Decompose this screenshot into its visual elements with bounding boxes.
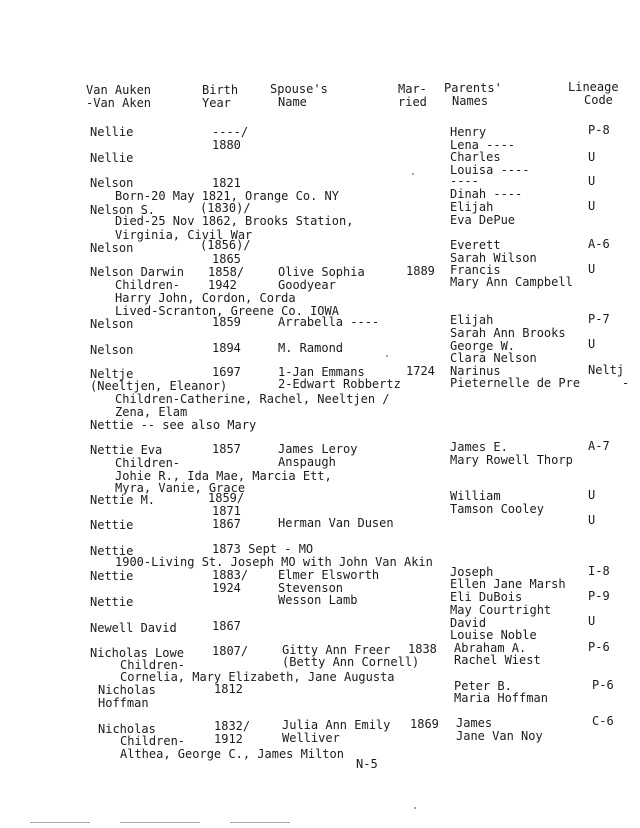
record-text: Dinah ----	[450, 187, 523, 201]
record-text: U	[588, 513, 596, 527]
record-text: 1812	[214, 682, 243, 696]
record-text: (Neeltjen, Eleanor)	[90, 379, 228, 393]
record-text: Wesson Lamb	[278, 593, 358, 607]
record-text: Jane Van Noy	[456, 729, 543, 743]
record-text: Nettie Eva	[90, 443, 163, 457]
record-text: Born-20 May 1821, Orange Co. NY	[115, 189, 339, 203]
record-text: Nelson Darwin	[90, 265, 184, 279]
record-text: Nelson	[90, 241, 134, 255]
record-text: Eva DePue	[450, 213, 516, 227]
record-text: Mary Ann Campbell	[450, 275, 573, 289]
record-text: 1832/	[214, 719, 251, 733]
record-text: P-9	[588, 589, 610, 603]
record-text: Nelson	[90, 343, 134, 357]
record-text: Neltje	[90, 367, 134, 381]
record-text: Maria Hoffman	[454, 691, 548, 705]
record-text: Sarah Wilson	[450, 251, 537, 265]
record-text: Elmer Elsworth	[278, 568, 380, 582]
header-surname-variant: -Van Aken	[86, 96, 152, 110]
record-text: 1873 Sept - MO	[212, 542, 314, 556]
record-text: A-6	[588, 237, 610, 251]
record-text: 1883/	[212, 568, 249, 582]
record-text: ----	[450, 174, 479, 188]
record-text: Nicholas Lowe	[90, 646, 184, 660]
record-text: (1856)/	[200, 238, 251, 252]
record-text: P-6	[592, 678, 614, 692]
page-number: N-5	[356, 757, 378, 771]
header-lineage: Lineage	[568, 80, 619, 94]
record-text: Clara Nelson	[450, 351, 537, 365]
record-text: Henry	[450, 125, 487, 139]
scan-edge-line	[30, 822, 90, 823]
record-text: Cornelia, Mary Elizabeth, Jane Augusta	[120, 670, 395, 684]
record-text: Harry John, Cordon, Corda	[115, 291, 296, 305]
record-text: Children-	[120, 734, 186, 748]
record-text: Rachel Wiest	[454, 653, 541, 667]
record-text: Peter B.	[454, 679, 512, 693]
record-text: ----/	[212, 125, 249, 139]
record-text: Mary Rowell Thorp	[450, 453, 573, 467]
scan-speck	[414, 807, 416, 809]
record-text: I-8	[588, 564, 610, 578]
record-text: 1869	[410, 717, 439, 731]
record-text: 1857	[212, 442, 241, 456]
record-text: Welliver	[282, 731, 340, 745]
scan-edge-line	[120, 822, 200, 823]
record-text: May Courtright	[450, 603, 552, 617]
record-text: U	[588, 174, 596, 188]
record-text: Althea, George C., James Milton	[120, 747, 344, 761]
record-text: Julia Ann Emily	[282, 718, 391, 732]
record-text: Nettie	[90, 544, 134, 558]
record-text: 1924	[212, 581, 241, 595]
record-text: Louise Noble	[450, 628, 537, 642]
record-text: Joseph	[450, 565, 494, 579]
record-text: Nettie M.	[90, 493, 156, 507]
record-text: P-8	[588, 123, 610, 137]
record-text: P-6	[588, 640, 610, 654]
header-birth: Birth	[202, 83, 239, 97]
record-text: Hoffman	[98, 696, 149, 710]
record-text: A-7	[588, 439, 610, 453]
record-text: Newell David	[90, 621, 177, 635]
record-text: Arrabella ----	[278, 315, 380, 329]
record-text: Francis	[450, 263, 501, 277]
record-text: 1807/	[212, 644, 249, 658]
record-text: Charles	[450, 150, 501, 164]
record-text: Nettie	[90, 518, 134, 532]
header-spouses: Spouse's	[270, 82, 328, 96]
record-text: U	[588, 488, 596, 502]
record-text: 1871	[212, 504, 241, 518]
record-text: Ellen Jane Marsh	[450, 577, 566, 591]
record-text: Eli DuBois	[450, 590, 523, 604]
record-text: James Leroy	[278, 442, 358, 456]
record-text: 1867	[212, 619, 241, 633]
record-text: Anspaugh	[278, 455, 336, 469]
record-text: Abraham A.	[454, 641, 527, 655]
record-text: Myra, Vanie, Grace	[115, 481, 246, 495]
record-text: 1859	[212, 315, 241, 329]
record-text: James	[456, 716, 493, 730]
record-text: 1912	[214, 732, 243, 746]
record-text: U	[588, 337, 596, 351]
record-text: Zena, Elam	[115, 405, 188, 419]
record-text: 1697	[212, 365, 241, 379]
record-text: 1900-Living St. Joseph MO with John Van Akin	[115, 555, 433, 569]
record-text: 1867	[212, 517, 241, 531]
record-text: (1830)/	[200, 201, 251, 215]
header-year: Year	[202, 96, 231, 110]
record-text: Tamson Cooley	[450, 502, 544, 516]
record-text: Children-	[120, 658, 186, 672]
record-text: C-6	[592, 714, 614, 728]
record-text: Neltj	[588, 363, 625, 377]
record-text: Lived-Scranton, Greene Co. IOWA	[115, 304, 339, 318]
record-text: Gitty Ann Freer	[282, 643, 391, 657]
record-text: 1-Jan Emmans	[278, 365, 365, 379]
record-text: William	[450, 489, 501, 503]
record-text: Elijah	[450, 313, 494, 327]
record-text: Virginia, Civil War	[115, 228, 253, 242]
header-mar: Mar-	[398, 82, 427, 96]
record-text: 1858/	[208, 265, 245, 279]
record-text: Died-25 Nov 1862, Brooks Station,	[115, 214, 354, 228]
record-text: Nelson S.	[90, 203, 156, 217]
record-text: U	[588, 199, 596, 213]
scan-speck	[386, 355, 388, 357]
header-surname: Van Auken	[86, 83, 152, 97]
record-text: Nicholas	[98, 722, 156, 736]
record-text: 1821	[212, 176, 241, 190]
scan-edge-line	[230, 822, 290, 823]
record-text: 1894	[212, 341, 241, 355]
record-text: Children-	[115, 278, 181, 292]
record-text: 1880	[212, 138, 241, 152]
record-text: 1859/	[208, 491, 245, 505]
header-code: Code	[584, 93, 613, 107]
record-text: Nicholas	[98, 683, 156, 697]
record-text: Herman Van Dusen	[278, 516, 394, 530]
scan-speck	[412, 173, 414, 175]
record-text: 1889	[406, 264, 435, 278]
record-text: Nettie	[90, 569, 134, 583]
record-text: P-7	[588, 312, 610, 326]
record-text: Nelson	[90, 317, 134, 331]
record-text: 1865	[212, 252, 241, 266]
record-text: Nettie	[90, 595, 134, 609]
record-text: Nelson	[90, 176, 134, 190]
record-text: Sarah Ann Brooks	[450, 326, 566, 340]
record-text: 2-Edwart Robbertz	[278, 377, 401, 391]
record-text: Lena ----	[450, 138, 516, 152]
record-text: Olive Sophia	[278, 265, 365, 279]
record-text: 1838	[408, 642, 437, 656]
record-text: Narinus	[450, 364, 501, 378]
record-text: 1724	[406, 364, 435, 378]
record-text: Nellie	[90, 125, 134, 139]
record-text: George W.	[450, 339, 516, 353]
record-text: Goodyear	[278, 278, 336, 292]
record-text: Children-Catherine, Rachel, Neeltjen /	[115, 392, 390, 406]
record-text: Elijah	[450, 200, 494, 214]
header-name: Name	[278, 95, 307, 109]
record-text: U	[588, 150, 596, 164]
record-text: Johie R., Ida Mae, Marcia Ett,	[115, 469, 332, 483]
record-text: Children-	[115, 456, 181, 470]
record-text: Everett	[450, 238, 501, 252]
header-names: Names	[452, 94, 489, 108]
record-text: 1942	[208, 278, 237, 292]
record-text: Nettie -- see also Mary	[90, 418, 257, 432]
record-text: Louisa ----	[450, 163, 530, 177]
record-text: Pieternelle de Pre	[450, 376, 581, 390]
record-text: Stevenson	[278, 581, 344, 595]
record-text: Nellie	[90, 151, 134, 165]
record-text: M. Ramond	[278, 341, 344, 355]
record-text: -	[622, 376, 630, 390]
record-text: James E.	[450, 440, 508, 454]
record-text: (Betty Ann Cornell)	[282, 655, 420, 669]
header-ried: ried	[398, 95, 427, 109]
record-text: U	[588, 262, 596, 276]
header-parents: Parents'	[444, 81, 502, 95]
record-text: U	[588, 614, 596, 628]
record-text: David	[450, 616, 487, 630]
